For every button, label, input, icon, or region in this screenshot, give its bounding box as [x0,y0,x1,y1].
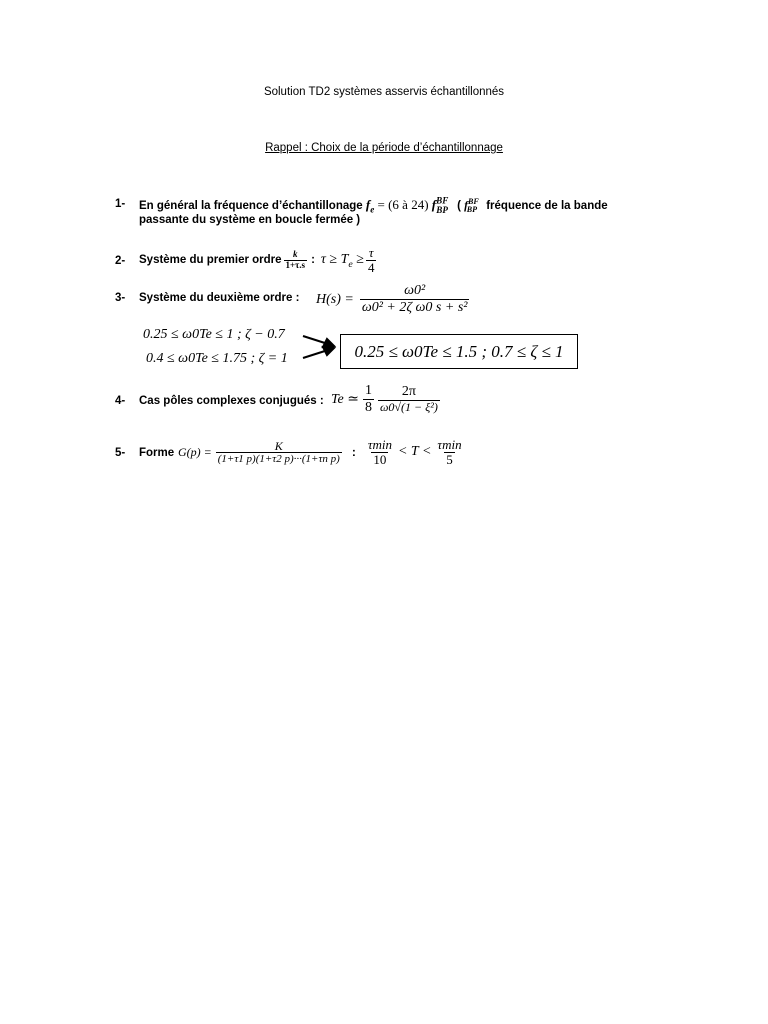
item-3-h-label: H(s) = [316,291,354,307]
item-2-frac-num: k [293,249,298,260]
item-5-ratio-2 [435,438,463,467]
item-3-boxed-result: 0.25 ≤ ω0Te ≤ 1.5 ; 0.7 ≤ ζ ≤ 1 [340,334,578,369]
item-2-ineq-ge: ≥ [356,252,364,268]
item-2-text: Système du premier ordre [139,254,282,267]
item-4-f2-num: 2π [401,384,416,400]
item-5-g-num: K [274,438,283,453]
item-5-g-den: (1+τ1 p)(1+τ2 p)···(1+τn p) [217,453,340,466]
item-3-number: 3- [115,292,126,304]
item-4-te-label: Te ≃ [331,392,359,408]
item-4-f1-den: 8 [364,399,372,415]
item-1-line2: passante du système en boucle fermée ) [139,214,361,226]
item-2-frac-den: 1+τ.s [285,259,306,270]
item-5-colon: : [351,445,356,460]
item-5-text: Forme [139,447,175,459]
item-3-h-num: ω0² [404,283,426,298]
item-5-r2-den: 5 [446,451,453,467]
item-2-frac2-num: τ [368,245,374,260]
item-3-case-1: 0.25 ≤ ω0Te ≤ 1 ; ζ − 0.7 [143,327,285,342]
item-4-f1-num: 1 [364,383,372,398]
item-5-formula [178,438,466,467]
item-4-text: Cas pôles complexes conjugués : [139,395,324,407]
item-2-number: 2- [115,255,126,267]
item-3-case-2: 0.4 ≤ ω0Te ≤ 1.75 ; ζ = 1 [146,351,288,366]
item-2-colon: : [311,254,315,267]
item-5-r2-num: τmin [437,437,462,452]
item-2-frac2-den: 4 [367,259,375,275]
item-5-g-fraction [216,440,342,466]
item-1-number: 1- [115,198,126,210]
item-5-r1-den: 10 [373,451,387,467]
item-2-ineq-left: τ ≥ T [320,252,349,268]
item-1-text-before: En général la fréquence d’échantillonage [139,200,363,212]
document-subtitle: Rappel : Choix de la période d’échantillonnage [265,142,503,154]
item-4-frac-1 [363,384,374,415]
document-title: Solution TD2 systèmes asservis échantillonnés [263,86,505,98]
item-3-text: Système du deuxième ordre : [139,292,300,304]
item-1-text-after: fréquence de la bande [486,200,608,212]
item-3-h-den: ω0² + 2ζ ω0 s + s² [361,299,468,315]
item-1-formula: $f_e = (6$ à 24) $f^{BF}_{BP}$ [365,195,449,215]
item-5-ratio-1 [366,438,394,467]
item-5-g-label: G(p) = [178,444,212,459]
item-4-formula [331,384,442,415]
item-5-r1-num: τmin [367,437,392,452]
item-4-frac-2 [378,385,440,414]
arrow-icon [303,336,334,358]
item-4-number: 4- [115,395,126,407]
item-1-paren: ( $f^{BF}_{BP}$ [457,197,479,215]
item-2-ineq-sub: e [348,259,353,271]
item-5-lt: < T < [397,444,432,460]
item-5-number: 5- [115,447,126,459]
item-4-f2-den: ω0√(1 − ξ²) [379,399,438,414]
